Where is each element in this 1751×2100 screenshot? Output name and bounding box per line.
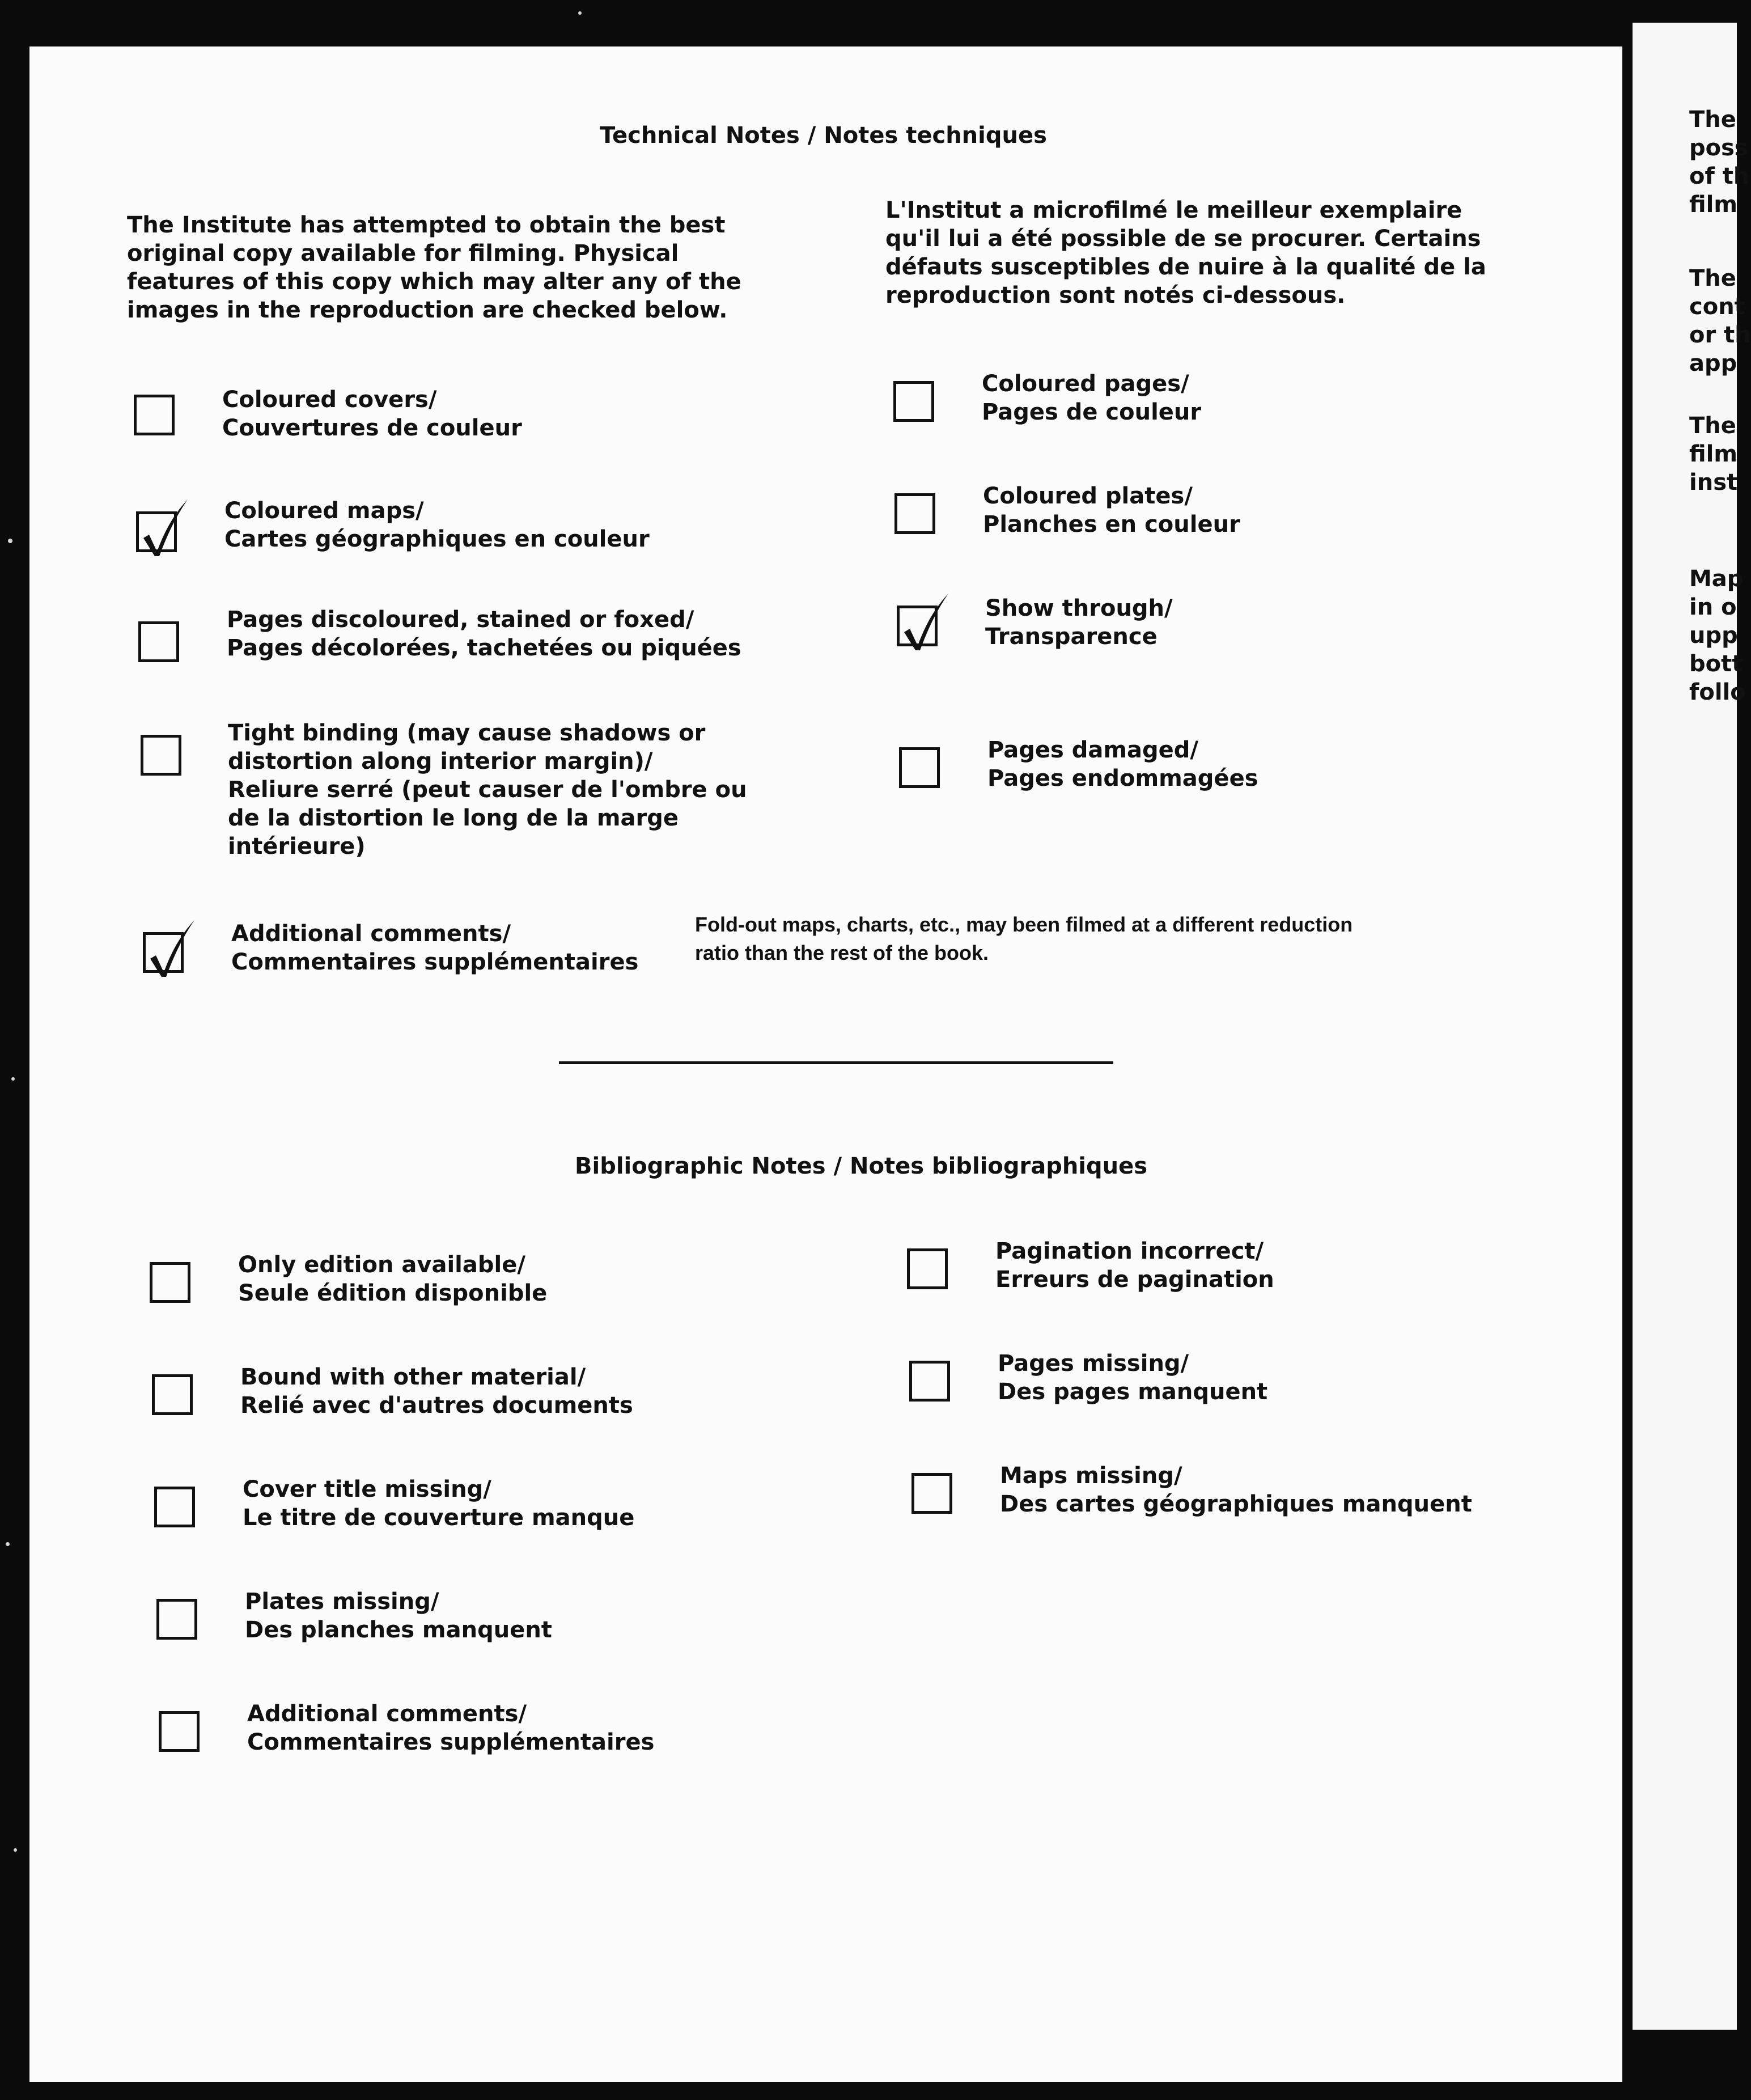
label-coloured-plates: Coloured plates/ Planches en couleur [983,483,1240,537]
label-tight-binding: Tight binding (may cause shadows or distortion along interior margin)/ Reliure serré (peut causer de l'ombre ou de la distortion le long de la marge intérieure) [228,720,747,860]
technical-notes-heading: Technical Notes / Notes techniques [600,122,1047,149]
checkbox-pages-missing[interactable] [909,1361,950,1402]
checkbox-show-through[interactable] [897,606,938,646]
checkbox-maps-missing[interactable] [911,1473,952,1514]
checkmark-icon [142,918,199,980]
label-coloured-pages: Coloured pages/ Pages de couleur [982,371,1202,425]
label-additional-comments: Additional comments/ Commentaires supplémentaires [231,921,639,975]
label-show-through: Show through/ Transparence [985,595,1173,650]
film-speck [8,539,12,543]
checkbox-coloured-plates[interactable] [894,493,935,534]
label-bib-additional-comments: Additional comments/ Commentaires supplémentaires [247,1701,655,1755]
label-plates-missing: Plates missing/ Des planches manquent [245,1589,552,1643]
additional-comments-text: Fold-out maps, charts, etc., may been filmed at a different reduction ratio than the rest of the book. [695,913,1353,964]
film-speck [14,1848,17,1852]
checkbox-cover-title-missing[interactable] [154,1487,195,1527]
label-pages-missing: Pages missing/ Des pages manquent [998,1350,1268,1405]
checkbox-coloured-covers[interactable] [134,395,175,435]
checkbox-tight-binding[interactable] [141,735,181,776]
right-page-edge-text: The poss of th film The cont or th app The film inst Map in o upp bott follo [1689,107,1751,705]
technical-intro-fr: L'Institut a microfilmé le meilleur exemplaire qu'il lui a été possible de se procurer. Certains défauts susceptibles de nuire à la qualité de la reproduction sont notés ci-dessous. [885,197,1486,308]
checkmark-icon [135,497,192,560]
label-coloured-maps: Coloured maps/ Cartes géographiques en couleur [224,498,650,552]
label-bound-with: Bound with other material/ Relié avec d'autres documents [240,1364,633,1419]
label-maps-missing: Maps missing/ Des cartes géographiques manquent [1000,1463,1472,1517]
checkbox-bib-additional-comments[interactable] [159,1711,200,1752]
technical-intro-en: The Institute has attempted to obtain the best original copy available for filming. Physical features of this copy which may alter any of the images in the reproduction are checked below. [127,212,741,323]
checkbox-plates-missing[interactable] [156,1599,197,1640]
label-only-edition: Only edition available/ Seule édition disponible [238,1252,548,1306]
section-divider [559,1061,1113,1064]
bibliographic-notes-heading: Bibliographic Notes / Notes bibliographiques [575,1153,1148,1179]
label-pagination-incorrect: Pagination incorrect/ Erreurs de pagination [995,1238,1274,1293]
checkbox-pages-discoloured[interactable] [138,621,179,662]
film-speck [6,1542,10,1546]
label-pages-discoloured: Pages discoloured, stained or foxed/ Pages décolorées, tachetées ou piquées [227,607,741,661]
film-speck [578,11,582,15]
checkbox-coloured-pages[interactable] [893,381,934,422]
checkbox-only-edition[interactable] [150,1262,190,1303]
label-cover-title-missing: Cover title missing/ Le titre de couverture manque [243,1476,635,1531]
label-coloured-covers: Coloured covers/ Couvertures de couleur [222,387,522,441]
checkbox-coloured-maps[interactable] [136,511,177,552]
document-page [29,46,1622,2082]
checkbox-additional-comments[interactable] [143,932,184,973]
film-speck [11,1077,15,1081]
checkmark-icon [896,591,953,654]
checkbox-pages-damaged[interactable] [899,747,940,788]
label-pages-damaged: Pages damaged/ Pages endommagées [987,737,1258,791]
checkbox-pagination-incorrect[interactable] [907,1248,948,1289]
checkbox-bound-with[interactable] [152,1374,193,1415]
